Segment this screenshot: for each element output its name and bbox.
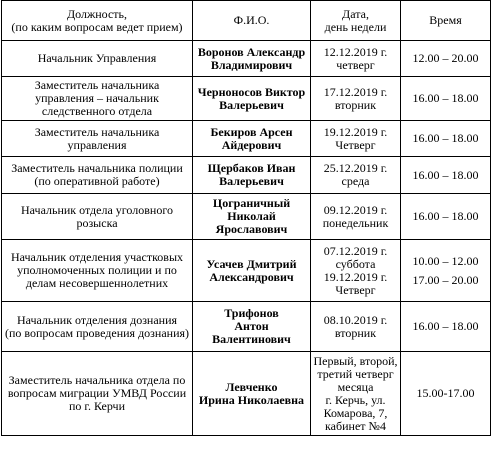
fio-line: Валентинович xyxy=(212,332,291,346)
header-fio-line: Ф.И.О. xyxy=(233,13,270,27)
position-line: Заместитель начальника полиции xyxy=(11,161,183,175)
table-row xyxy=(2,121,491,157)
date-cell xyxy=(311,41,401,77)
time-line: 16.00 – 18.00 xyxy=(412,131,479,145)
fio-cell xyxy=(193,41,311,77)
position-line: управления xyxy=(67,137,127,152)
header-time xyxy=(401,1,491,41)
table-row xyxy=(2,240,491,302)
fio-line: Щербаков Иван xyxy=(207,161,296,175)
position-line: Начальник отдела уголовного xyxy=(21,202,173,217)
position-line: Заместитель начальника xyxy=(34,78,160,92)
position-line: Начальник отделения участковых xyxy=(10,250,184,264)
fio-line: Александрович xyxy=(209,269,294,284)
position-cell xyxy=(2,194,193,240)
time-line: 17.00 – 20.00 xyxy=(412,272,479,287)
date-cell xyxy=(311,240,401,302)
time-cell xyxy=(401,302,491,352)
fio-line: Бекиров Арсен xyxy=(210,124,293,139)
table-row xyxy=(2,157,491,194)
date-cell xyxy=(311,121,401,157)
date-cell xyxy=(311,194,401,240)
time-cell xyxy=(401,41,491,77)
date-cell xyxy=(311,157,401,194)
position-cell xyxy=(2,41,193,77)
date-line: среда xyxy=(341,174,370,188)
date-line: месяца xyxy=(337,379,374,394)
table-row xyxy=(2,302,491,352)
header-row xyxy=(2,1,491,41)
date-line: вторник xyxy=(334,97,377,112)
time-cell xyxy=(401,157,491,194)
time-line: 16.00 – 18.00 xyxy=(412,91,479,105)
date-line: г. Керчь, ул. xyxy=(325,392,386,407)
position-line: следственного отдела xyxy=(41,104,153,118)
position-line: вопросам миграции УМВД России xyxy=(7,386,187,400)
date-line: 25.12.2019 г. xyxy=(323,161,388,175)
table-row xyxy=(2,77,491,121)
position-line: уполномоченных полиции и по xyxy=(17,263,177,277)
fio-cell xyxy=(193,121,311,157)
time-cell xyxy=(401,352,491,436)
position-cell xyxy=(2,240,193,302)
date-line: 19.12.2019 г. xyxy=(323,269,388,284)
position-line: Начальник отделения дознания xyxy=(16,312,178,327)
fio-line: Трифонов xyxy=(224,306,279,320)
fio-line: Николай xyxy=(227,209,276,223)
date-cell xyxy=(311,352,401,436)
date-cell xyxy=(311,77,401,121)
fio-line: Левченко xyxy=(225,379,278,394)
date-line: Четверг xyxy=(335,137,376,152)
date-line: третий четверг xyxy=(317,366,394,381)
fio-line: Айдерович xyxy=(221,137,282,152)
header-date-line: день недели xyxy=(324,19,387,34)
date-line: суббота xyxy=(335,256,376,271)
position-line: Заместитель начальника отдела по xyxy=(8,373,186,387)
header-position-line: (по каким вопросам ведет прием) xyxy=(11,19,183,34)
fio-line: Валерьевич xyxy=(219,97,284,112)
date-line: вторник xyxy=(334,325,377,340)
time-cell xyxy=(401,194,491,240)
fio-line: Валерьевич xyxy=(219,174,284,188)
time-line: 15.00-17.00 xyxy=(416,386,475,400)
fio-cell xyxy=(193,77,311,121)
position-line: по г. Керчи xyxy=(68,399,126,413)
header-time-line: Время xyxy=(429,13,462,27)
date-line: понедельник xyxy=(322,215,389,230)
header-date xyxy=(311,1,401,41)
date-cell xyxy=(311,302,401,352)
position-line: управления – начальник xyxy=(35,91,159,105)
fio-line: Ярославович xyxy=(215,222,288,236)
fio-cell xyxy=(193,240,311,302)
fio-line: Воронов Александр xyxy=(197,44,306,59)
position-line: Начальник Управления xyxy=(37,51,157,65)
date-line: 07.12.2019 г. xyxy=(323,243,388,258)
fio-cell xyxy=(193,157,311,194)
fio-line: Черноносов Виктор xyxy=(197,84,306,99)
table-row xyxy=(2,352,491,436)
reception-schedule-table xyxy=(1,0,491,436)
fio-line: Владимирович xyxy=(210,57,293,72)
fio-cell xyxy=(193,302,311,352)
header-position xyxy=(2,1,193,41)
time-line: 12.00 – 20.00 xyxy=(412,51,479,65)
time-cell xyxy=(401,77,491,121)
header-fio xyxy=(193,1,311,41)
position-line: делам несовершеннолетних xyxy=(25,276,169,290)
position-line: (по оперативной работе) xyxy=(34,174,160,188)
date-line: 09.12.2019 г. xyxy=(323,202,388,217)
position-line: Заместитель начальника xyxy=(34,124,160,139)
fio-line: Цограничный xyxy=(212,196,291,210)
date-line: Первый, второй, xyxy=(313,353,398,368)
time-cell xyxy=(401,121,491,157)
date-line: Комарова, 7, xyxy=(323,405,388,420)
fio-cell xyxy=(193,352,311,436)
time-line: 16.00 – 18.00 xyxy=(412,209,479,223)
date-line: Четверг xyxy=(335,282,376,297)
header-date-line: Дата, xyxy=(342,6,369,21)
date-line: 17.12.2019 г. xyxy=(323,84,388,99)
time-line: 16.00 – 18.00 xyxy=(412,167,479,182)
position-line: розыска xyxy=(76,215,118,230)
date-line: четверг xyxy=(336,57,375,72)
time-line: 16.00 – 18.00 xyxy=(412,319,479,333)
fio-line: Усачев Дмитрий xyxy=(206,256,297,271)
position-line: (по вопросам проведения дознания) xyxy=(4,325,190,340)
date-line: 19.12.2019 г. xyxy=(323,124,388,139)
fio-line: Ирина Николаевна xyxy=(198,392,305,407)
position-cell xyxy=(2,352,193,436)
date-line: 08.10.2019 г. xyxy=(323,312,388,327)
table-row xyxy=(2,194,491,240)
time-cell xyxy=(401,240,491,302)
header-position-line: Должность, xyxy=(66,6,128,21)
position-cell xyxy=(2,77,193,121)
table-row xyxy=(2,41,491,77)
position-cell xyxy=(2,157,193,194)
time-line: 10.00 – 12.00 xyxy=(412,253,479,268)
date-line: 12.12.2019 г. xyxy=(323,44,388,59)
position-cell xyxy=(2,302,193,352)
fio-line: Антон xyxy=(234,319,269,333)
fio-cell xyxy=(193,194,311,240)
position-cell xyxy=(2,121,193,157)
date-line: кабинет №4 xyxy=(325,418,386,433)
